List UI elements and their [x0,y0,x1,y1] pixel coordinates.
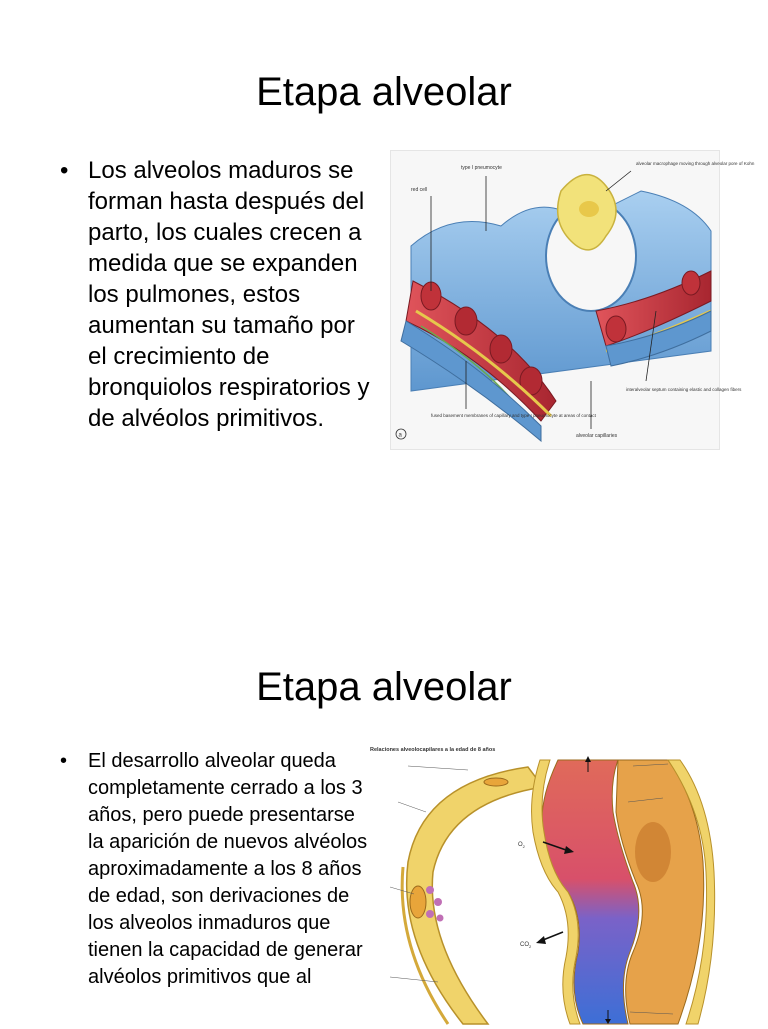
label-macrophage: alveolar macrophage moving through alveolar pore of Kohn [636,161,755,166]
alveolar-structure-figure [390,150,755,450]
slide-title: Etapa alveolar [256,665,512,709]
bullet-item [60,155,380,434]
slide-title: Etapa alveolar [256,70,512,114]
figure-title: Relaciones alveolocapilares a la edad de 8 años [370,747,496,753]
slide-2 [0,620,768,1024]
label-o2: $O_2$ [518,842,525,849]
panel-letter: a [398,432,402,439]
bullet-text: El desarrollo alveolar queda completamente cerrado a los 3 años, pero puede presentarse la aparición de nuevos alvéolos aproximadamente a los 8 años de edad, son derivaciones de los alveolos inmaduros que tienen la capacidad de generar alvéolos primitivos que al [88,750,368,988]
alveolocapillary-figure [368,742,718,1024]
bullet-text: Los alveolos maduros se forman hasta después del parto, los cuales crecen a medida que se expanden los pulmones, estos aumentan su tamaño por el crecimiento de bronquiolos respiratorios y de alvéolos primitivos. [88,157,370,432]
label-co2: $CO_2$ [520,942,532,949]
alveolar-illustration [391,151,755,451]
bullet-icon: • [60,750,68,772]
bullet-list [60,748,370,991]
bullet-icon: • [60,157,69,184]
bullet-list [60,155,380,434]
bullet-item [60,748,370,991]
label-basement-membrane: fused basement membranes of capillary and type I pneumocyte at areas of contact [431,413,596,418]
label-type1-pneumocyte: type I pneumocyte [461,165,502,171]
label-capillaries: alveolar capillaries [576,433,618,439]
alveolocapillary-illustration [368,742,718,1024]
label-red-cell: red cell [411,187,428,193]
label-septum: interalveolar septum containing elastic and collagen fibers [626,387,742,392]
